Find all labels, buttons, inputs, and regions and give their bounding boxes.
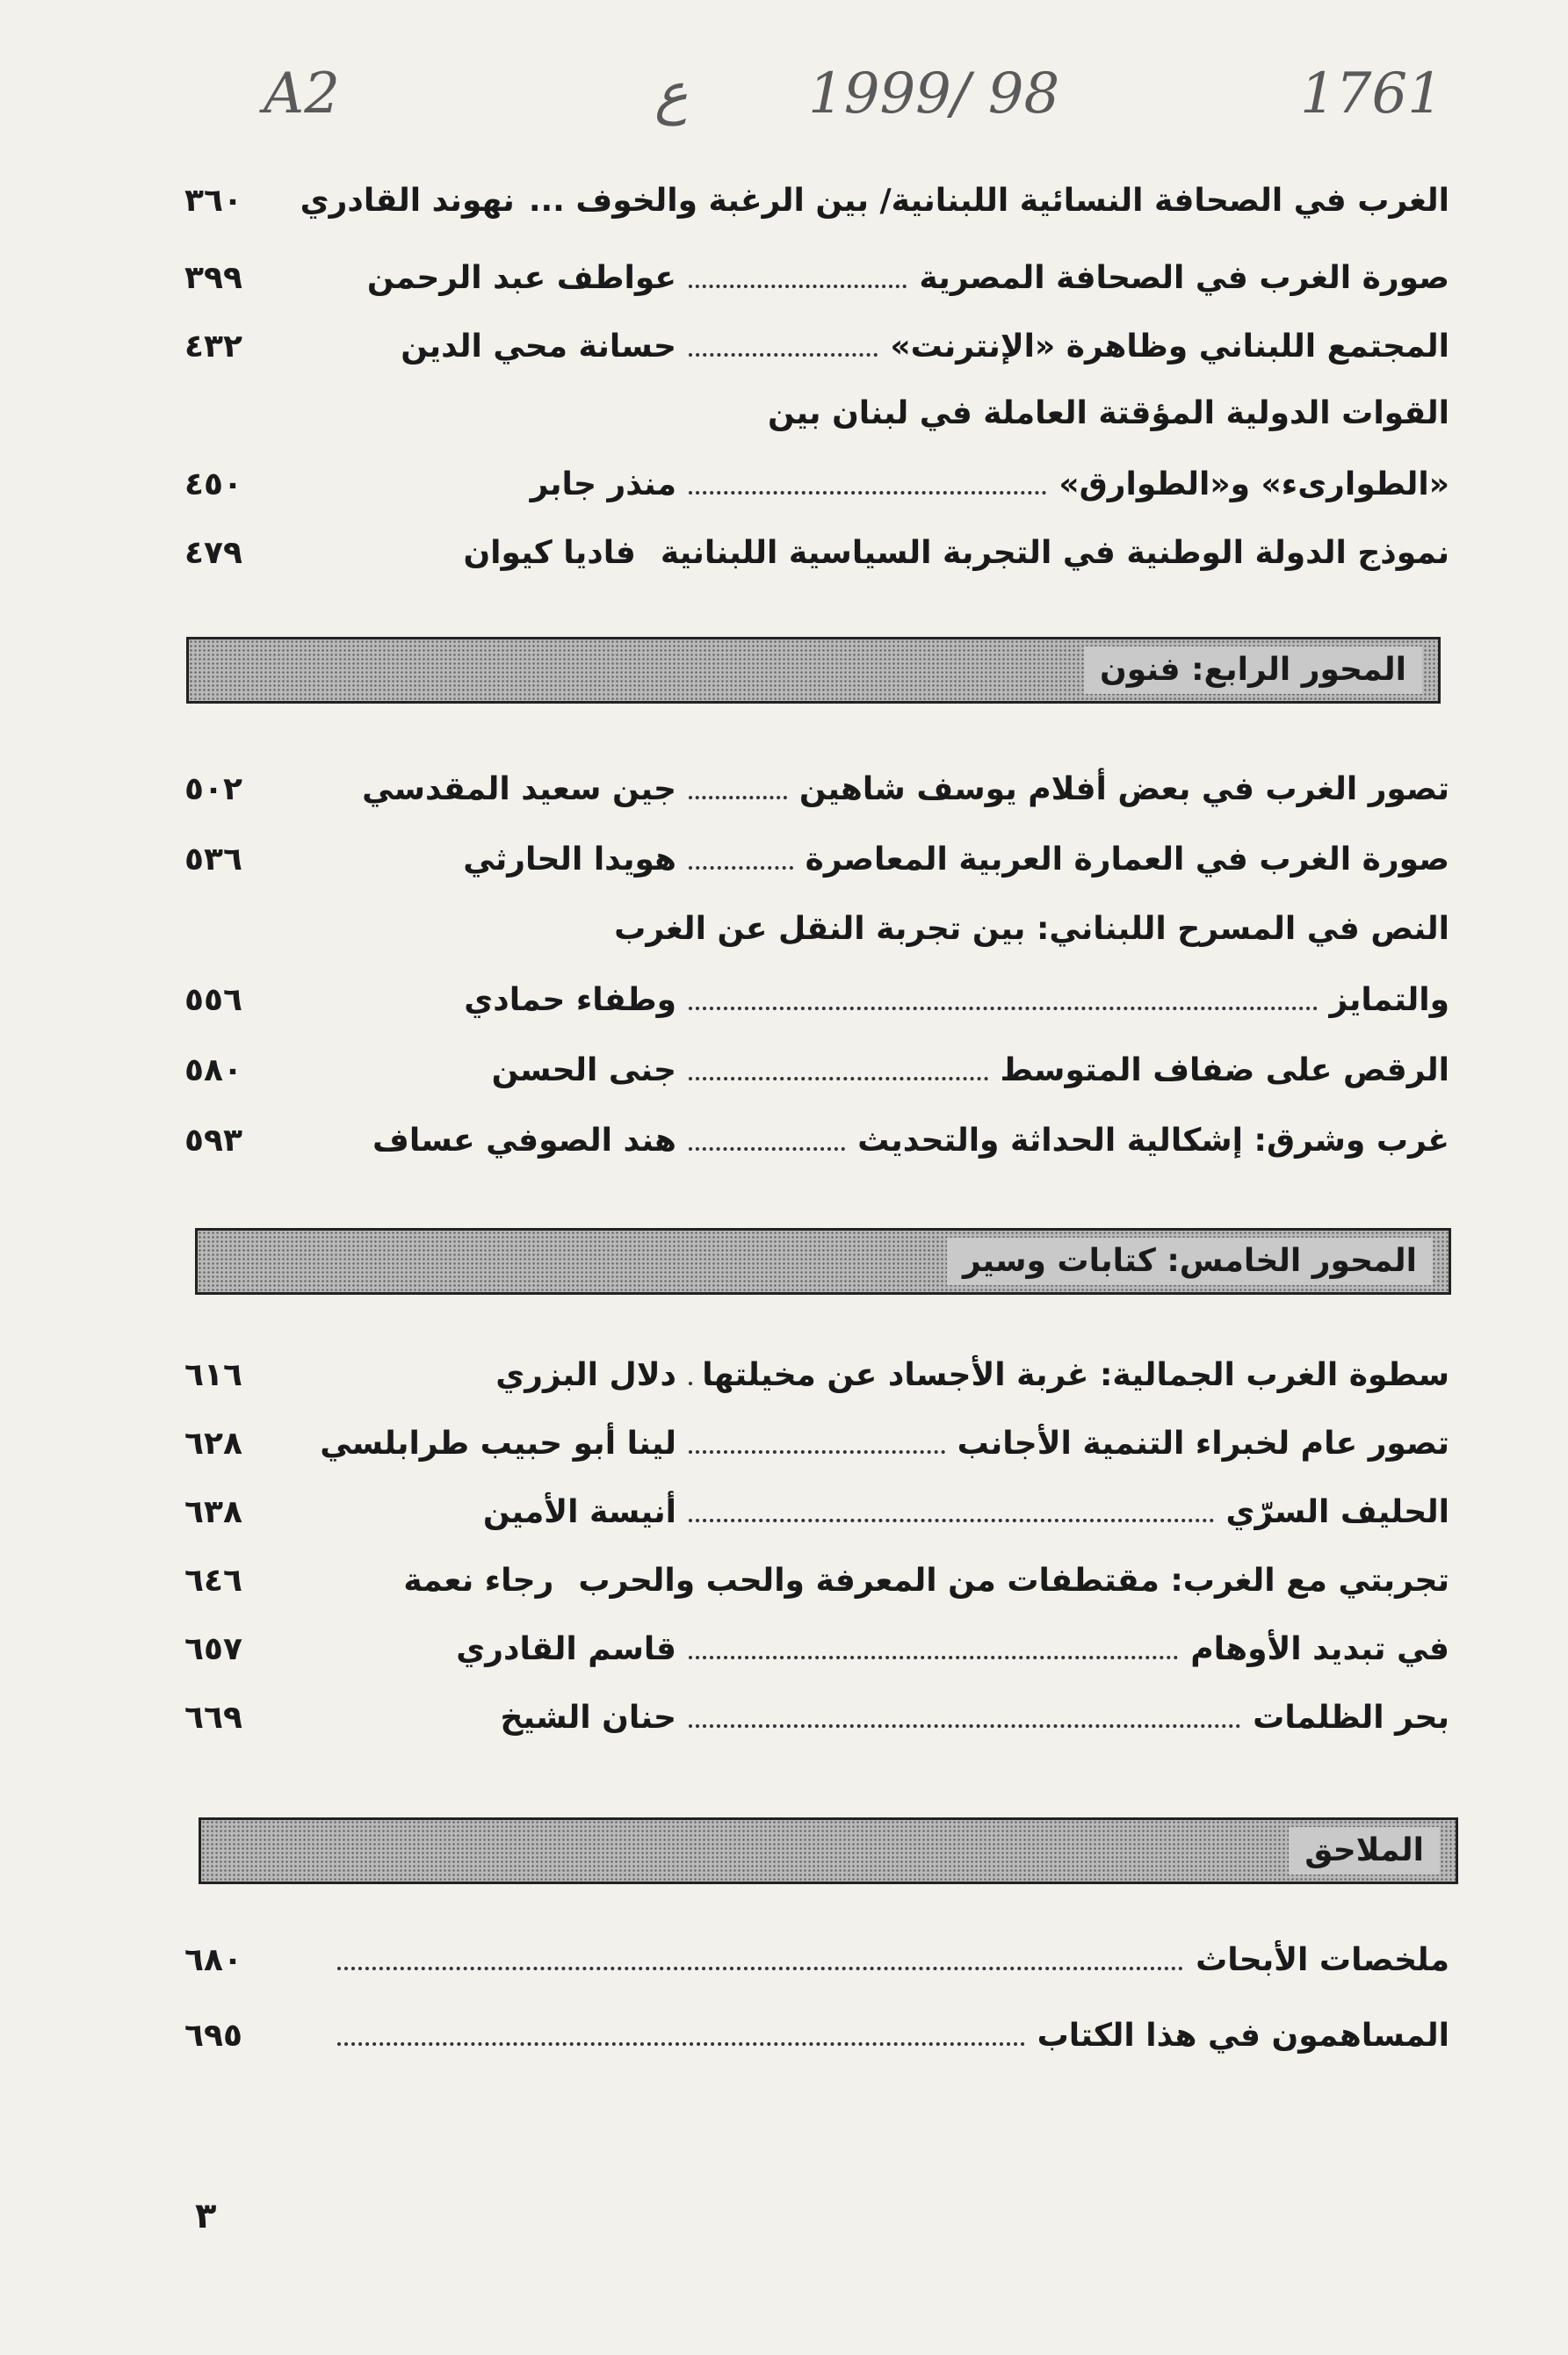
entry-title: تصور الغرب في بعض أفلام يوسف شاهين <box>798 770 1449 807</box>
section-header-writings <box>195 1228 1451 1295</box>
entry-title: الغرب في الصحافة النسائية اللبنانية/ بين الرغبة والخوف ... <box>528 182 1449 219</box>
entry-title: الحليف السرّي <box>1225 1493 1449 1530</box>
entry-author: جنى الحسن <box>491 1051 676 1088</box>
toc-entry <box>184 762 1449 816</box>
toc-entry <box>184 1622 1449 1676</box>
entry-page: ٦٥٧ <box>184 1630 242 1667</box>
leader-dots <box>689 796 787 799</box>
toc-entry <box>184 457 1449 511</box>
leader-dots <box>689 1656 1178 1659</box>
toc-entry <box>184 1553 1449 1607</box>
entry-page: ٥٥٦ <box>184 981 242 1018</box>
entry-page: ٥٣٦ <box>184 841 242 878</box>
entry-author: لينا أبو حبيب طرابلسي <box>320 1425 676 1462</box>
section-title: المحور الرابع: فنون <box>1084 647 1422 694</box>
toc-entry <box>184 173 1449 228</box>
entry-page: ٦٤٦ <box>184 1562 242 1599</box>
entry-author: جين سعيد المقدسي <box>362 770 676 807</box>
leader-dots <box>337 1967 1183 1970</box>
entry-author: حسانة محي الدين <box>401 328 676 365</box>
toc-entry <box>184 832 1449 886</box>
leader-dots <box>689 866 793 870</box>
entry-page: ٥٠٢ <box>184 770 242 807</box>
entry-author: أنيسة الأمين <box>482 1493 676 1530</box>
entry-author: منذر جابر <box>530 466 676 502</box>
entry-page: ٤٥٠ <box>184 466 242 502</box>
entry-title: في تبديد الأوهام <box>1190 1630 1449 1667</box>
leader-dots <box>689 1147 845 1151</box>
entry-page: ٥٨٠ <box>184 1051 242 1088</box>
leader-dots <box>689 1382 690 1385</box>
entry-page: ٦١٦ <box>184 1356 242 1393</box>
entry-title: «الطوارىء» و«الطوارق» <box>1059 466 1449 502</box>
entry-page: ٦٦٩ <box>184 1699 242 1736</box>
handwritten-annotation <box>264 61 1458 158</box>
entry-page: ٦٩٥ <box>184 2017 242 2054</box>
toc-entry <box>184 1416 1449 1470</box>
entry-title: نموذج الدولة الوطنية في التجربة السياسية اللبنانية <box>660 534 1449 571</box>
entry-title: الرقص على ضفاف المتوسط <box>1000 1051 1449 1088</box>
leader-dots <box>689 285 907 288</box>
handwritten-letter: ع <box>654 61 689 126</box>
entry-title: غرب وشرق: إشكالية الحداثة والتحديث <box>857 1122 1449 1159</box>
section-title: الملاحق <box>1289 1827 1440 1875</box>
entry-page: ٣٩٩ <box>184 259 242 296</box>
leader-dots <box>689 1450 945 1454</box>
toc-entry <box>184 1690 1449 1745</box>
section-title: المحور الخامس: كتابات وسير <box>947 1238 1433 1285</box>
toc-entry <box>184 2008 1449 2062</box>
entry-author: فاديا كيوان <box>463 534 636 571</box>
entry-author: حنان الشيخ <box>500 1699 676 1736</box>
leader-dots <box>337 2042 1025 2046</box>
entry-title: تجربتي مع الغرب: مقتطفات من المعرفة والحب والحرب <box>578 1562 1449 1599</box>
entry-page: ٤٧٩ <box>184 534 242 571</box>
entry-title: المساهمون في هذا الكتاب <box>1037 2017 1449 2054</box>
toc-entry <box>184 525 1449 580</box>
leader-dots <box>689 491 1046 495</box>
toc-entry <box>184 1932 1449 1987</box>
section-header-arts <box>186 637 1441 704</box>
entry-title-line: النص في المسرح اللبناني: بين تجربة النقل عن الغرب <box>614 911 1449 947</box>
toc-entry <box>184 972 1449 1027</box>
leader-dots <box>689 1007 1318 1010</box>
entry-author: نهوند القادري <box>300 182 515 219</box>
entry-page: ٦٨٠ <box>184 1941 242 1978</box>
entry-title: صورة الغرب في الصحافة المصرية <box>919 259 1449 296</box>
entry-author: هند الصوفي عساف <box>372 1122 676 1159</box>
handwritten-years: 1999/ 98 <box>808 61 1060 126</box>
entry-title: والتمايز <box>1329 981 1449 1018</box>
section-header-appendix <box>199 1817 1458 1884</box>
leader-dots <box>689 1077 988 1080</box>
entry-title: بحر الظلمات <box>1253 1699 1449 1736</box>
leader-dots <box>689 1519 1214 1522</box>
toc-entry <box>184 1113 1449 1167</box>
handwritten-number: 1761 <box>1300 61 1443 126</box>
handwritten-code: A2 <box>264 61 340 126</box>
entry-page: ٣٦٠ <box>184 182 242 219</box>
entry-author: هويدا الحارثي <box>463 841 676 878</box>
toc-entry <box>184 1347 1449 1402</box>
entry-title-line: القوات الدولية المؤقتة العاملة في لبنان بين <box>767 395 1449 431</box>
toc-entry <box>184 1485 1449 1539</box>
entry-title: تصور عام لخبراء التنمية الأجانب <box>957 1425 1449 1462</box>
entry-author: دلال البزري <box>495 1356 676 1393</box>
entry-author: وطفاء حمادي <box>464 981 676 1018</box>
leader-dots <box>689 1724 1240 1728</box>
leader-dots <box>689 353 878 357</box>
entry-page: ٥٩٣ <box>184 1122 242 1159</box>
toc-entry <box>184 319 1449 373</box>
entry-title: سطوة الغرب الجمالية: غربة الأجساد عن مخيلتها <box>702 1356 1449 1393</box>
entry-title: صورة الغرب في العمارة العربية المعاصرة <box>805 841 1449 878</box>
toc-entry <box>184 250 1449 305</box>
entry-author: قاسم القادري <box>456 1630 676 1667</box>
entry-author: رجاء نعمة <box>403 1562 554 1599</box>
entry-title: ملخصات الأبحاث <box>1196 1941 1449 1978</box>
toc-entry <box>184 1043 1449 1097</box>
entry-title: المجتمع اللبناني وظاهرة «الإنترنت» <box>890 328 1449 365</box>
entry-page: ٦٢٨ <box>184 1425 242 1462</box>
entry-page: ٦٣٨ <box>184 1493 242 1530</box>
entry-author: عواطف عبد الرحمن <box>366 259 676 296</box>
entry-page: ٤٣٢ <box>184 328 242 365</box>
page-number: ٣ <box>195 2196 217 2236</box>
